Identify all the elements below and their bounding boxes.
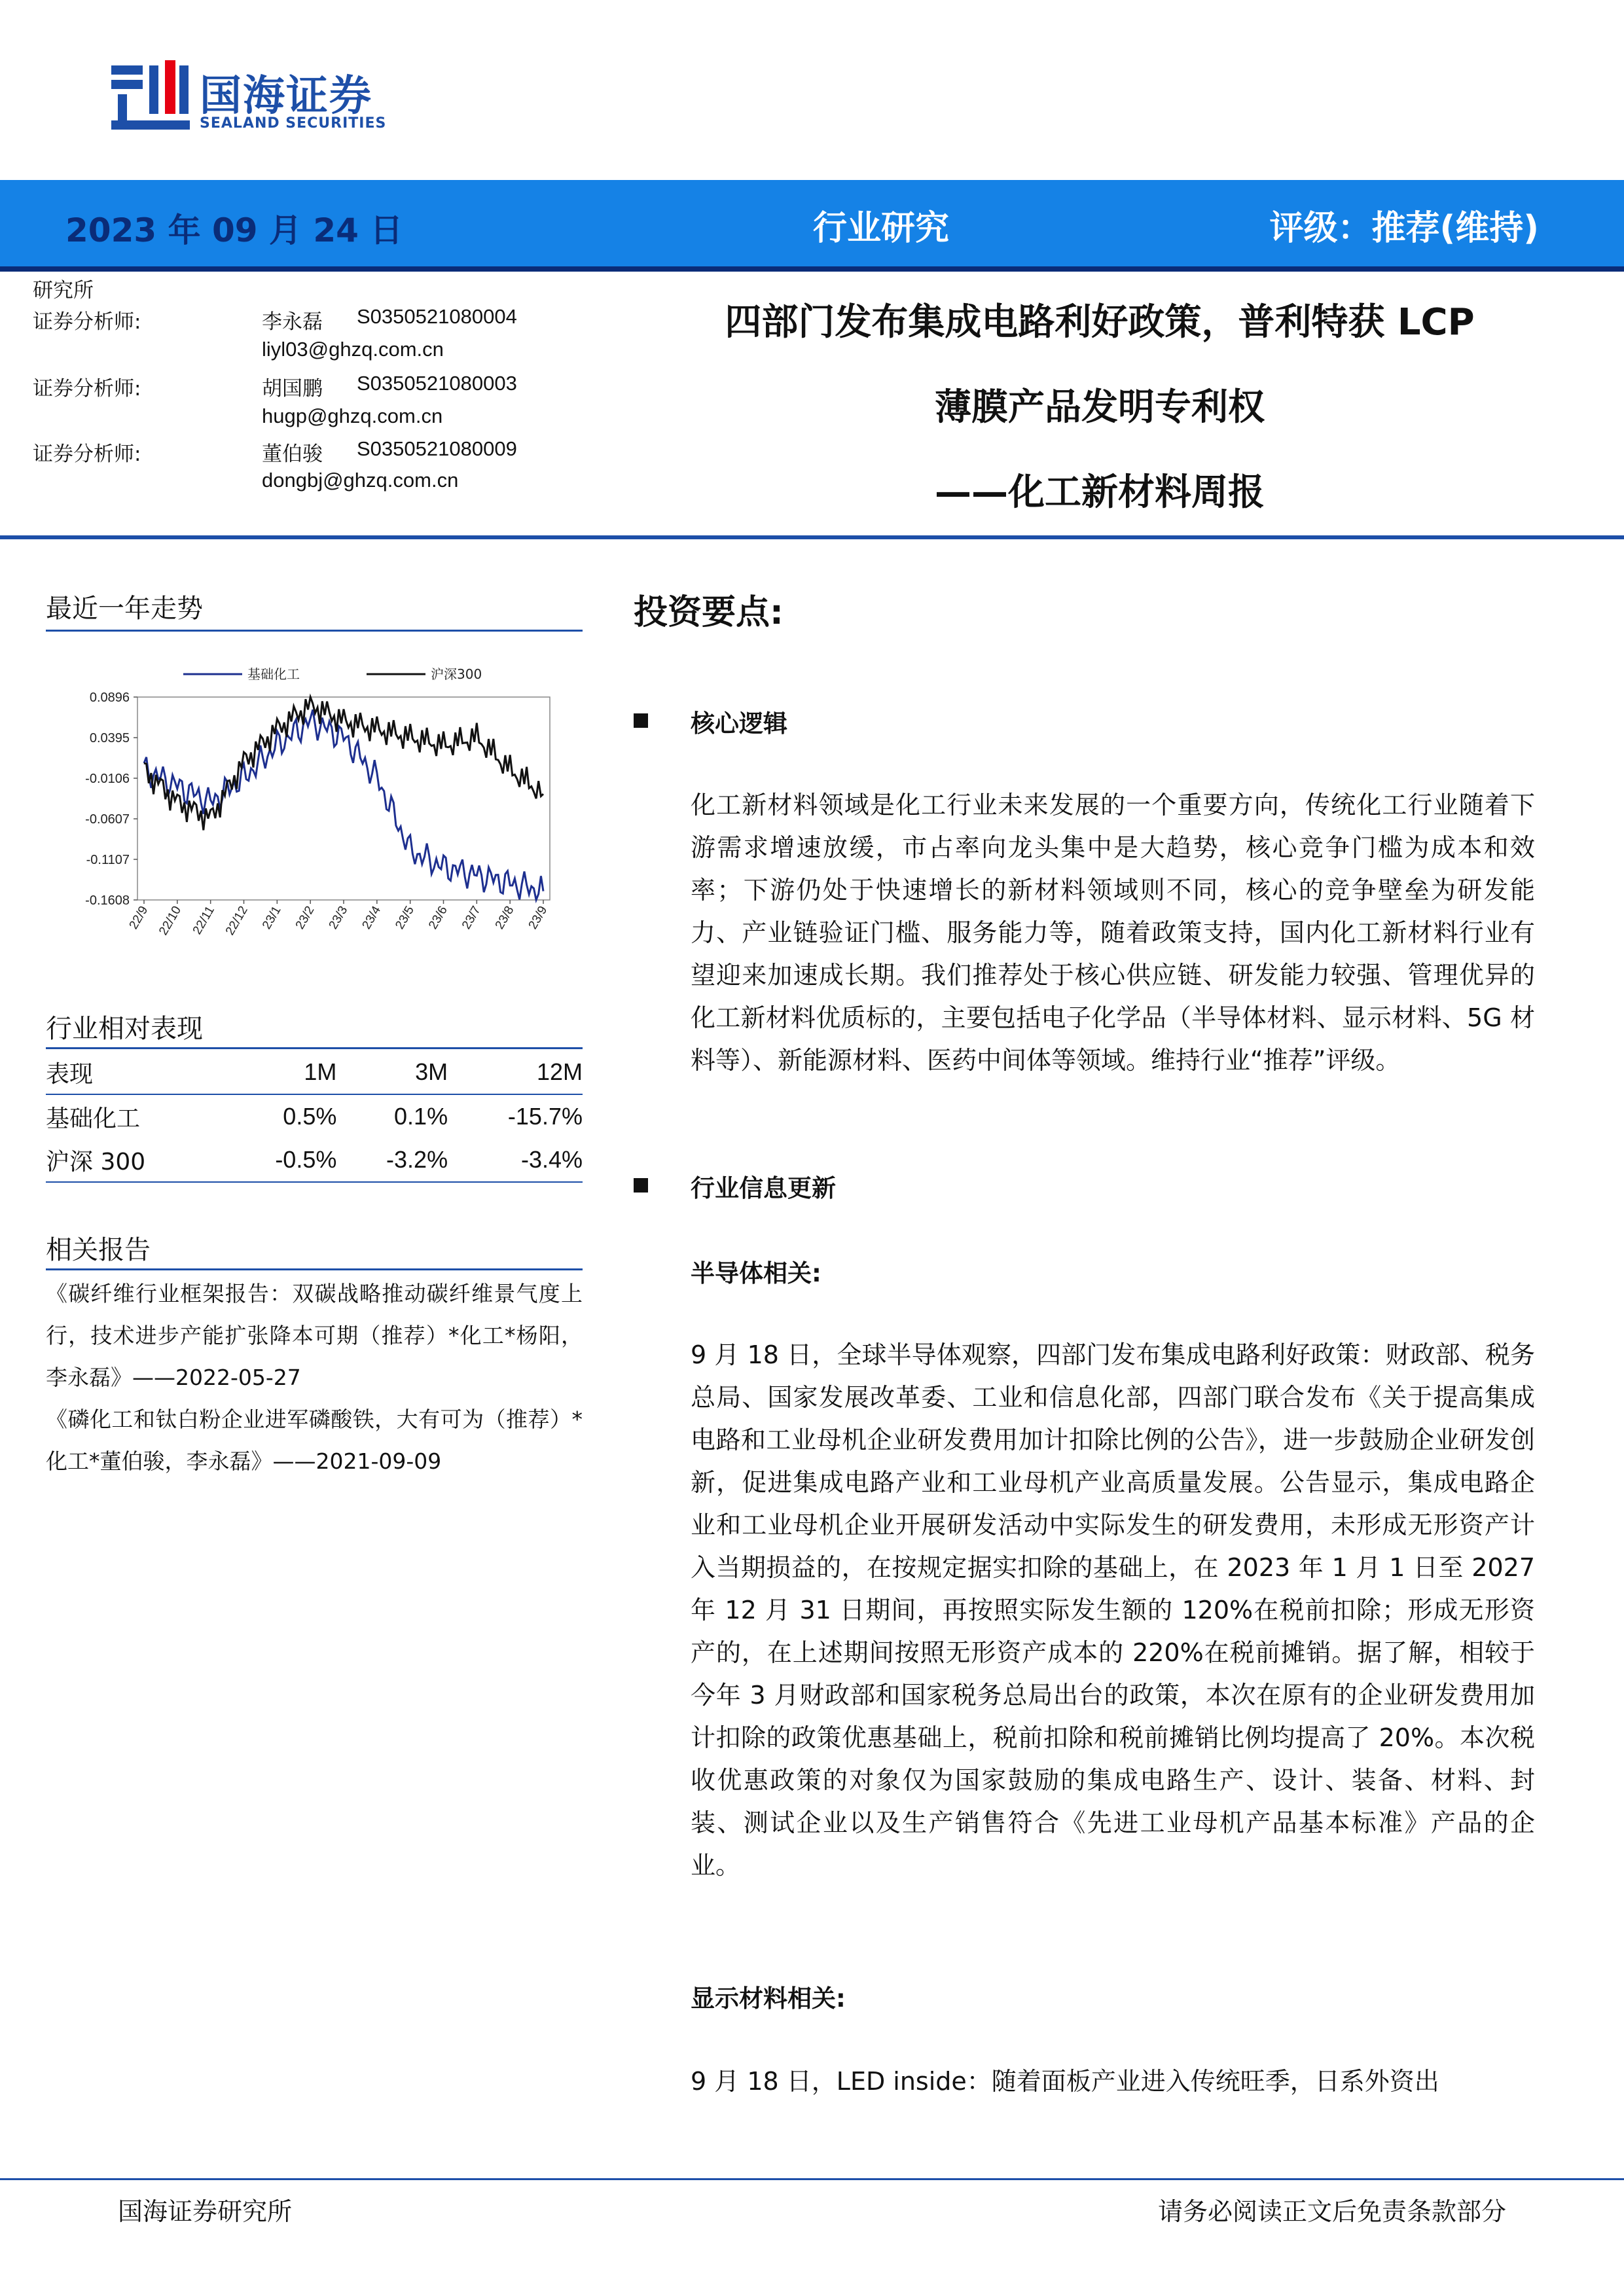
x-tick-label: 22/9 (126, 904, 151, 932)
related-reports-heading: 相关报告 (46, 1235, 151, 1265)
footer-divider (0, 2178, 1624, 2180)
legend-label: 沪深300 (431, 666, 482, 682)
analyst-email[interactable]: liyl03@ghzq.com.cn (262, 338, 444, 361)
table-cell: -0.5% (226, 1138, 337, 1182)
table-cell: -3.4% (448, 1138, 583, 1182)
x-tick-label: 23/5 (393, 904, 417, 932)
x-tick-label: 23/4 (359, 904, 384, 932)
trend-heading-rule (46, 630, 583, 632)
table-cell: 基础化工 (46, 1105, 141, 1132)
table-row (46, 1094, 583, 1138)
x-tick-label: 22/12 (223, 904, 251, 938)
related-report-item[interactable]: 《碳纤维行业框架报告：双碳战略推动碳纤维景气度上行，技术进步产能扩张降本可期（推荐）*化工*杨阳，李永磊》——2022-05-27 (46, 1281, 583, 1390)
y-tick-label: -0.0607 (85, 812, 130, 827)
y-tick-label: -0.1107 (86, 852, 130, 867)
report-title-line1: 四部门发布集成电路利好政策，普利特获 LCP (725, 301, 1475, 344)
x-tick-label: 23/1 (259, 904, 284, 932)
table-row (46, 1138, 583, 1182)
footer-institute: 国海证券研究所 (118, 2197, 293, 2226)
y-tick-label: -0.0106 (85, 772, 130, 787)
table-cell: -3.2% (336, 1138, 448, 1182)
industry-rating: 评级：推荐(维持) (1269, 209, 1539, 248)
column-header: 12M (448, 1050, 583, 1094)
x-tick-label: 22/11 (190, 904, 217, 937)
x-tick-label: 23/6 (426, 904, 450, 932)
performance-heading-rule (46, 1047, 583, 1049)
related-reports-rule (46, 1268, 583, 1270)
analyst-name: 胡国鹏 (262, 377, 323, 401)
institute-label: 研究所 (33, 279, 94, 302)
table-cell: -15.7% (507, 1103, 583, 1130)
series-line-chemicals (144, 709, 543, 900)
x-tick-label: 23/9 (526, 904, 550, 932)
table-cell: 0.1% (394, 1103, 448, 1130)
report-type: 行业研究 (813, 209, 950, 248)
table-cell: 沪深 300 (46, 1138, 226, 1182)
column-header: 1M (226, 1050, 337, 1094)
table-cell: 0.5% (283, 1103, 337, 1130)
footer-disclaimer-note: 请务必阅读正文后免责条款部分 (1157, 2197, 1506, 2226)
analyst-email[interactable]: hugp@ghzq.com.cn (262, 404, 443, 427)
x-tick-label: 23/3 (326, 904, 351, 932)
x-tick-label: 22/10 (156, 904, 185, 938)
y-tick-label: -0.1608 (85, 893, 130, 908)
semiconductor-label: 半导体相关: (691, 1259, 821, 1287)
core-logic-paragraph: 化工新材料领域是化工行业未来发展的一个重要方向，传统化工行业随着下游需求增速放缓，市占率向龙头集中是大趋势，核心竞争门槛为成本和效率；下游仍处于快速增长的新材料领域则不同，核心的竞争壁垒为研发能力、产业链验证门槛、服务能力等，随着政策支持，国内化工新材料行业有望迎来加速成长期。我们推荐处于核心供应链、研发能力较强、管理优异的化工新材料优质标的，主要包括电子化学品（半导体材料、显示材料、5G 材料等）、新能源材料、医药中间体等领域。维持行业“推荐”评级。 (691, 791, 1535, 1075)
column-header: 表现 (46, 1050, 226, 1094)
column-header: 3M (336, 1050, 448, 1094)
x-tick-label: 23/2 (293, 904, 317, 932)
display-materials-paragraph: 9 月 18 日，LED inside：随着面板产业进入传统旺季，日系外资出 (691, 2067, 1439, 2096)
investment-highlights-heading: 投资要点: (634, 593, 784, 632)
performance-heading: 行业相对表现 (46, 1014, 203, 1044)
square-bullet-icon (634, 1178, 648, 1193)
logo-english-name: SEALAND SECURITIES (200, 115, 387, 132)
trend-line-chart (46, 645, 583, 965)
display-materials-label: 显示材料相关: (691, 1984, 846, 2013)
performance-table (46, 1050, 583, 1183)
x-tick-label: 23/7 (459, 904, 484, 932)
analyst-email[interactable]: dongbj@ghzq.com.cn (262, 469, 459, 492)
report-title-line2: 薄膜产品发明专利权 (935, 386, 1265, 429)
y-tick-label: 0.0896 (89, 691, 130, 705)
semiconductor-paragraph: 9 月 18 日，全球半导体观察，四部门发布集成电路利好政策：财政部、税务总局、国家发展改革委、工业和信息化部，四部门联合发布《关于提高集成电路和工业母机企业研发费用加计扣除比例的公告》，进一步鼓励企业研发创新，促进集成电路产业和工业母机产业高质量发展。公告显示，集成电路企业和工业母机企业开展研发活动中实际发生的研发费用，未形成无形资产计入当期损益的，在按规定据实扣除的基础上，在 2023 年 1 月 1 日至 2027 年 12 月 31 日期间，再按照实际发生额的 120%在税前扣除；形成无形资产的，在上述期间按照无形资产成本的 220%在税前摊销。据了解，相较于今年 3 月财政部和国家税务总局出台的政策，本次在原有的企业研发费用加计扣除的政策优惠基础上，税前扣除和税前摊销比例均提高了 20%。本次税收优惠政策的对象仅为国家鼓励的集成电路生产、设计、装备、材料、封装、测试企业以及生产销售符合《先进工业母机产品基本标准》产品的企业。 (691, 1340, 1535, 1880)
banner-underline (0, 266, 1624, 272)
analyst-name: 董伯骏 (262, 442, 323, 466)
report-date: 2023 年 09 月 24 日 (65, 211, 403, 249)
analyst-license: S0350521080004 (357, 305, 517, 328)
analyst-license: S0350521080009 (357, 437, 517, 460)
report-subtitle: ——化工新材料周报 (935, 471, 1265, 514)
industry-update-label: 行业信息更新 (691, 1174, 836, 1202)
related-report-item[interactable]: 《磷化工和钛白粉企业进军磷酸铁，大有可为（推荐）*化工*董伯骏，李永磊》——2021-09-09 (46, 1407, 583, 1474)
legend-label: 基础化工 (247, 666, 300, 682)
analyst-name: 李永磊 (262, 310, 323, 334)
analyst-role: 证券分析师: (33, 310, 141, 334)
y-tick-label: 0.0395 (89, 731, 130, 746)
square-bullet-icon (634, 713, 648, 728)
analyst-role: 证券分析师: (33, 377, 141, 401)
analyst-license: S0350521080003 (357, 372, 517, 395)
core-logic-label: 核心逻辑 (691, 709, 787, 738)
logo-chinese-name: 国海证券 (200, 72, 372, 120)
trend-heading: 最近一年走势 (46, 594, 203, 624)
title-divider (0, 535, 1624, 539)
analyst-role: 证券分析师: (33, 442, 141, 466)
x-tick-label: 23/8 (492, 904, 517, 932)
sealand-logo-icon (111, 60, 190, 132)
table-header-row (46, 1050, 583, 1094)
